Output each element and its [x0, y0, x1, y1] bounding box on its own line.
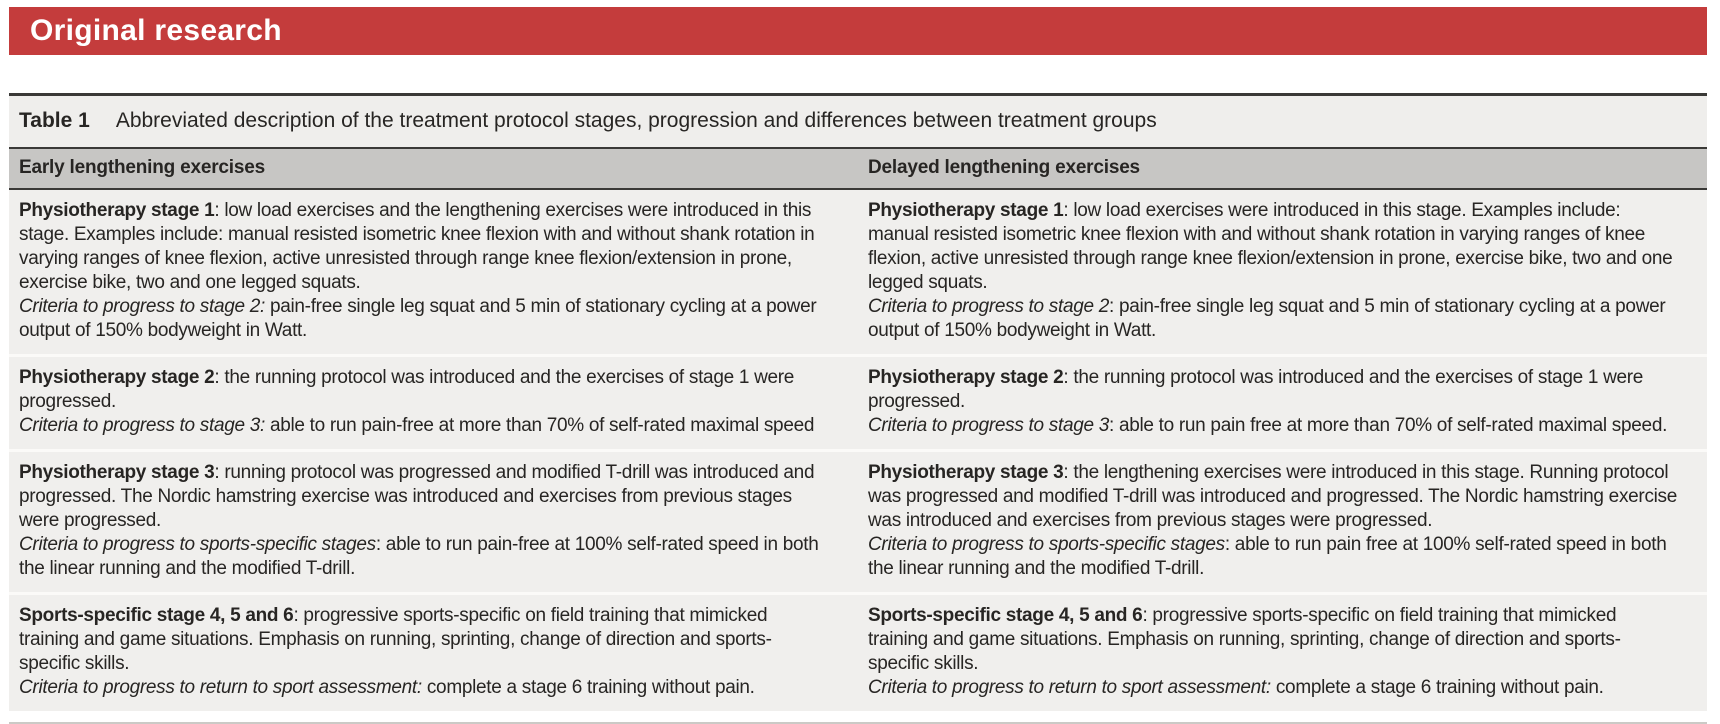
table-number: Table 1	[19, 109, 90, 132]
stage-description	[868, 461, 1681, 533]
cell-stage1-early	[9, 190, 858, 354]
stage-text: : progressive sports-specific on field training that mimicked training and game situations. Emphasis on running, sprinting, change of direction and sports-specific skills.	[19, 605, 772, 674]
criteria-label: Criteria to progress to sports-specific stages	[868, 534, 1225, 555]
criteria-label: Criteria to progress to stage 2	[868, 296, 1109, 317]
criteria	[19, 533, 832, 581]
criteria-label: Criteria to progress to return to sport assessment:	[19, 677, 422, 698]
cell-stage2-early	[9, 357, 858, 449]
cell-stage456-early	[9, 595, 858, 711]
stage-label: Physiotherapy stage 3	[19, 462, 215, 483]
criteria-text: able to run pain-free at more than 70% of self-rated maximal speed	[264, 415, 815, 436]
stage-description	[868, 604, 1681, 676]
stage-label: Sports-specific stage 4, 5 and 6	[19, 605, 294, 626]
table-1	[9, 93, 1707, 724]
criteria	[868, 533, 1681, 581]
cell-stage2-delayed	[858, 357, 1707, 449]
criteria-text: complete a stage 6 training without pain.	[1270, 677, 1604, 698]
table-row-stage-3	[9, 452, 1707, 595]
stage-label: Physiotherapy stage 2	[868, 367, 1064, 388]
table-row-sports-specific	[9, 595, 1707, 711]
stage-text: : progressive sports-specific on field training that mimicked training and game situations. Emphasis on running, sprinting, change of direction and sports-specific skills.	[868, 605, 1621, 674]
table-header-row	[9, 149, 1707, 190]
stage-label: Physiotherapy stage 2	[19, 367, 215, 388]
table-row-stage-2	[9, 357, 1707, 452]
stage-label: Physiotherapy stage 3	[868, 462, 1064, 483]
stage-description	[868, 366, 1681, 414]
criteria-label: Criteria to progress to stage 3	[868, 415, 1109, 436]
criteria	[868, 295, 1681, 343]
table-body	[9, 190, 1707, 711]
criteria-label: Criteria to progress to return to sport assessment:	[868, 677, 1271, 698]
criteria-label: Criteria to progress to sports-specific stages	[19, 534, 376, 555]
criteria-text: pain-free single leg squat and 5 min of stationary cycling at a power output of 150% bodyweight in Watt.	[19, 296, 817, 341]
criteria	[868, 414, 1681, 438]
criteria	[868, 676, 1681, 700]
stage-text: : low load exercises and the lengthening exercises were introduced in this stage. Examples include: manual resisted isometric knee flexion with and without shank rotation in varying ranges of knee flexion, active unresisted through range knee flexion/extension in prone, exercise bike, two and one legged squats.	[19, 200, 815, 293]
criteria-label: Criteria to progress to stage 2:	[19, 296, 265, 317]
stage-description	[19, 366, 832, 414]
cell-stage1-delayed	[858, 190, 1707, 354]
stage-description	[868, 199, 1681, 295]
column-header-early: Early lengthening exercises	[19, 157, 265, 178]
stage-text: : running protocol was progressed and modified T-drill was introduced and progressed. The Nordic hamstring exercise was introduced and exercises from previous stages were progressed.	[19, 462, 815, 531]
column-header-delayed: Delayed lengthening exercises	[868, 157, 1140, 178]
cell-stage3-early	[9, 452, 858, 592]
criteria	[19, 676, 832, 700]
stage-description	[19, 199, 832, 295]
criteria	[19, 414, 832, 438]
table-row-stage-1	[9, 190, 1707, 357]
stage-description	[19, 604, 832, 676]
criteria-text: : able to run pain-free at 100% self-rated speed in both the linear running and the modified T-drill.	[19, 534, 819, 579]
stage-label: Physiotherapy stage 1	[868, 200, 1064, 221]
section-banner	[9, 7, 1707, 55]
stage-text: : the lengthening exercises were introduced in this stage. Running protocol was progressed and modified T-drill was introduced and progressed. The Nordic hamstring exercise was introduced and exercises from previous stages were progressed.	[868, 462, 1678, 531]
stage-text: : low load exercises were introduced in this stage. Examples include: manual resisted isometric knee flexion with and without shank rotation in varying ranges of knee flexion, active unresisted through range knee flexion/extension in prone, exercise bike, two and one legged squats.	[868, 200, 1673, 293]
stage-text: : the running protocol was introduced and the exercises of stage 1 were progressed.	[19, 367, 795, 412]
cell-stage3-delayed	[858, 452, 1707, 592]
stage-label: Sports-specific stage 4, 5 and 6	[868, 605, 1143, 626]
table-caption	[9, 96, 1707, 149]
table-caption-text: Abbreviated description of the treatment protocol stages, progression and differences between treatment groups	[115, 109, 1157, 132]
criteria-text: : able to run pain free at 100% self-rated speed in both the linear running and the modified T-drill.	[868, 534, 1667, 579]
criteria-text: : pain-free single leg squat and 5 min of stationary cycling at a power output of 150% bodyweight in Watt.	[868, 296, 1666, 341]
cell-stage456-delayed	[858, 595, 1707, 711]
stage-text: : the running protocol was introduced and the exercises of stage 1 were progressed.	[868, 367, 1644, 412]
section-banner-label: Original research	[30, 14, 282, 47]
stage-description	[19, 461, 832, 533]
criteria	[19, 295, 832, 343]
criteria-text: complete a stage 6 training without pain.	[421, 677, 755, 698]
criteria-label: Criteria to progress to stage 3:	[19, 415, 265, 436]
criteria-text: : able to run pain free at more than 70% of self-rated maximal speed.	[1109, 415, 1668, 436]
stage-label: Physiotherapy stage 1	[19, 200, 215, 221]
